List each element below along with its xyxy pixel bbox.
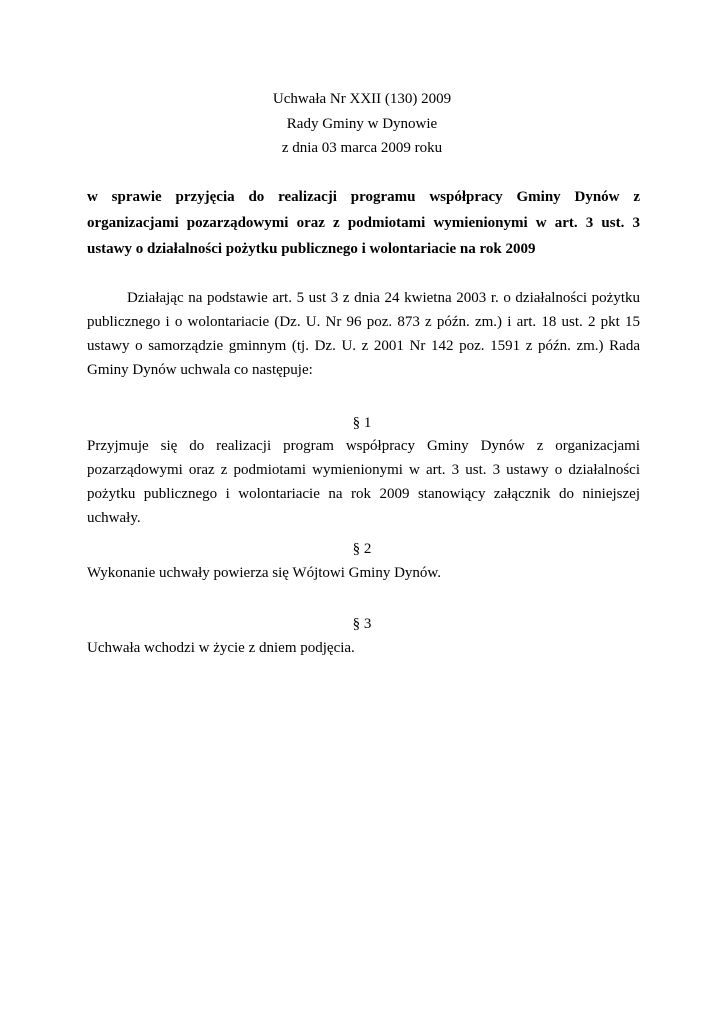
section-2-mark: § 2 [352,541,372,557]
section-1-mark: § 1 [352,415,372,431]
preamble-paragraph: Działając na podstawie art. 5 ust 3 z dnia 24 kwietna 2003 r. o działalności pożytku publicznego i o wolontariacie (Dz. U. Nr 96 poz. 873 z późn. zm.) i art. 18 ust. 2 pkt 15 ustawy o samorządzie gminnym (tj. Dz. U. z 2001 Nr 142 poz. 1591 z późn. zm.) Rada Gminy Dynów uchwala co następuje: [87,290,640,378]
resolution-date: z dnia 03 marca 2009 roku [281,140,443,156]
section-2-text: Wykonanie uchwały powierza się Wójtowi Gminy Dynów. [87,565,442,581]
resolution-number: Uchwała Nr XXII (130) 2009 [272,91,452,107]
section-3-mark: § 3 [352,616,372,632]
council-name: Rady Gminy w Dynowie [286,116,438,132]
resolution-subject: w sprawie przyjęcia do realizacji programu współpracy Gminy Dynów z organizacjami pozarządowymi oraz z podmiotami wymienionymi w art. 3 ust. 3 ustawy o działalności pożytku publicznego i wolontariacie na rok 2009 [87,189,640,257]
section-3-text: Uchwała wchodzi w życie z dniem podjęcia. [87,640,355,656]
section-1-text: Przyjmuje się do realizacji program współpracy Gminy Dynów z organizacjami pozarządowymi oraz z podmiotami wymienionymi w art. 3 ust. 3 ustawy o działalności pożytku publicznego i wolontariacie na rok 2009 stanowiący załącznik do niniejszej uchwały. [87,438,640,526]
